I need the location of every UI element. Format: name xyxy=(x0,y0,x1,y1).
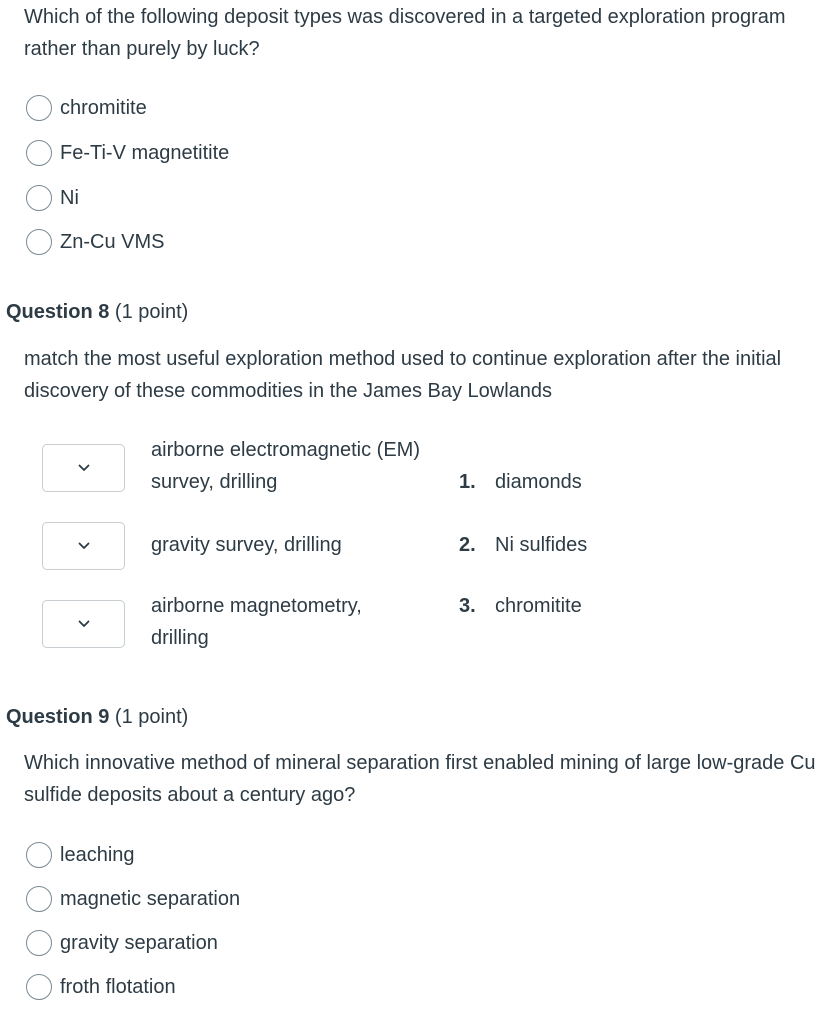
chevron-down-icon xyxy=(78,620,90,628)
question-title: Question 9 xyxy=(6,706,110,728)
option-label: Fe-Ti-V magnetitite xyxy=(60,141,230,164)
radio-button[interactable] xyxy=(26,229,52,255)
option-label: magnetic separation xyxy=(60,887,241,910)
match-item-1: airborne electromagnetic (EM) survey, drilling xyxy=(151,439,420,493)
question-8-header xyxy=(6,298,188,326)
match-select-3[interactable] xyxy=(42,600,125,648)
q7-option-ni[interactable] xyxy=(26,183,79,213)
question-7-prompt: Which of the following deposit types was discovered in a targeted exploration program rather than purely by luck? xyxy=(24,6,786,60)
q7-option-chromitite[interactable] xyxy=(26,93,147,123)
question-title: Question 8 xyxy=(6,301,110,323)
answer-label: diamonds xyxy=(495,471,582,493)
q7-option-fe-ti-v-magnetitite[interactable] xyxy=(26,138,229,168)
radio-button[interactable] xyxy=(26,974,52,1000)
chevron-down-icon xyxy=(78,464,90,472)
q9-option-gravity-separation[interactable] xyxy=(26,928,218,958)
option-label: Zn-Cu VMS xyxy=(60,230,165,253)
answer-item-1 xyxy=(459,466,582,498)
option-label: leaching xyxy=(60,843,135,866)
option-label: froth flotation xyxy=(60,975,176,998)
option-label: Ni xyxy=(60,186,79,209)
q7-option-zn-cu-vms[interactable] xyxy=(26,227,164,257)
option-label: gravity separation xyxy=(60,931,218,954)
match-select-2[interactable] xyxy=(42,522,125,570)
q9-option-froth-flotation[interactable] xyxy=(26,972,176,1002)
match-select-1[interactable] xyxy=(42,444,125,492)
radio-button[interactable] xyxy=(26,842,52,868)
match-item-3: airborne magnetometry, drilling xyxy=(151,595,362,649)
radio-button[interactable] xyxy=(26,185,52,211)
match-item-2: gravity survey, drilling xyxy=(151,534,342,556)
radio-button[interactable] xyxy=(26,886,52,912)
answer-item-3 xyxy=(459,590,582,622)
answer-item-2 xyxy=(459,529,587,561)
radio-button[interactable] xyxy=(26,95,52,121)
answer-number: 3. xyxy=(459,595,476,617)
q9-option-leaching[interactable] xyxy=(26,840,135,870)
chevron-down-icon xyxy=(78,542,90,550)
answer-number: 1. xyxy=(459,471,476,493)
answer-label: chromitite xyxy=(495,595,582,617)
question-9-header xyxy=(6,703,188,731)
q9-option-magnetic-separation[interactable] xyxy=(26,884,240,914)
answer-number: 2. xyxy=(459,534,476,556)
question-9-prompt: Which innovative method of mineral separation first enabled mining of large low-grade Cu sulfide deposits about a century ago? xyxy=(24,752,816,806)
radio-button[interactable] xyxy=(26,930,52,956)
question-8-prompt: match the most useful exploration method used to continue exploration after the initial discovery of these commodities in the James Bay Lowlands xyxy=(24,348,782,402)
question-points: (1 point) xyxy=(114,706,189,728)
question-points: (1 point) xyxy=(114,301,189,323)
answer-label: Ni sulfides xyxy=(495,534,588,556)
option-label: chromitite xyxy=(60,96,147,119)
radio-button[interactable] xyxy=(26,140,52,166)
